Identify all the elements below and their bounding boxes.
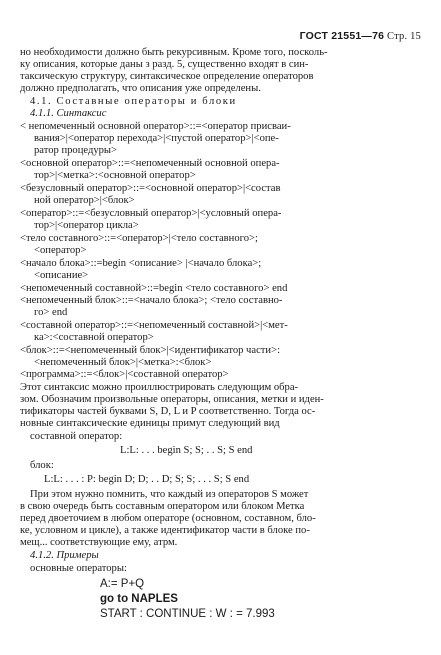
body-text-line: тификаторы частей буквами S, D, L и P соответственно. Тогда ос- <box>20 406 316 417</box>
syntax-rule-line: < непомеченный основной оператор>::=<оператор присваи- <box>20 121 291 132</box>
standard-number: ГОСТ 21551—76 <box>299 30 385 42</box>
syntax-rule-line: <непомеченный составной>::=begin <тело составного> end <box>20 283 288 294</box>
syntax-rule-line: <непомеченный блок>|<метка>:<блок> <box>34 357 212 368</box>
syntax-rule-line: <программа>::=<блок>|<составной оператор> <box>20 369 229 380</box>
body-text-line: основные операторы: <box>30 563 127 574</box>
syntax-rule-line: <безусловный оператор>::=<основной оператор>|<состав <box>20 183 281 194</box>
code-example-compound: L:L: . . . begin S; S; . . S; S end <box>120 445 253 456</box>
body-text-line: должно предполагать, что описания уже определены. <box>20 83 261 94</box>
syntax-rule-line: <начало блока>::=begin <описание> |<начало блока>; <box>20 258 262 269</box>
subsection-heading: 4.1.1. Синтаксис <box>30 108 107 119</box>
body-text-line: ку описания, которые даны з разд. 5, существенно входят в син- <box>20 59 309 70</box>
syntax-rule-line: <основной оператор>::=<непомеченный основной опера- <box>20 158 280 169</box>
syntax-rule-line: <описание> <box>34 270 89 281</box>
syntax-rule-line: ка>:<составной оператор> <box>34 332 154 343</box>
syntax-rule-line: тор>|<оператор цикла> <box>34 220 139 231</box>
syntax-rule-line: вания>|<оператор перехода>|<пустой оператор>|<опе- <box>34 133 279 144</box>
code-example-line: A:= P+Q <box>100 578 145 590</box>
syntax-rule-line: ной оператор>|<блок> <box>34 195 135 206</box>
body-text-line: новные синтаксические единицы примут следующий вид <box>20 418 280 429</box>
body-text-line: При этом нужно помнить, что каждый из операторов S может <box>30 489 309 500</box>
body-text-line: перед двоеточием в любом операторе (основном, составном, бло- <box>20 513 316 524</box>
syntax-rule-line: <блок>::=<непомеченный блок>|<идентификатор части>: <box>20 345 281 356</box>
syntax-rule-line: тор>|<метка>:<основной оператор> <box>34 170 196 181</box>
body-text-line: блок: <box>30 460 54 471</box>
body-text-line: зом. Обозначим произвольные операторы, описания, метки и иден- <box>20 394 324 405</box>
syntax-rule-line: <непомеченный блок>::=<начало блока>; <тело составно- <box>20 295 283 306</box>
syntax-rule-line: го> end <box>34 307 68 318</box>
body-text-line: но необходимости должно быть рекурсивным. Кроме того, посколь- <box>20 47 328 58</box>
syntax-rule-line: <составной оператор>::=<непомеченный составной>|<мет- <box>20 320 288 331</box>
body-text-line: ке, условном и цикле), а также идентификатор части в блоке по- <box>20 525 310 536</box>
body-text-line: мещ... соответствующие ему, атрм. <box>20 537 178 548</box>
syntax-rule-line: <тело составного>::=<оператор>|<тело составного>; <box>20 233 258 244</box>
body-text-line: составной оператор: <box>30 431 123 442</box>
section-heading: 4.1. Составные операторы и блоки <box>30 96 237 107</box>
code-example-block: L:L: . . . : P: begin D; D; . . D; S; S; . . . S; S end <box>44 474 250 485</box>
syntax-rule-line: ратор процедуры> <box>34 145 118 156</box>
syntax-rule-line: <оператор>::=<безусловный оператор>|<условный опера- <box>20 208 282 219</box>
syntax-rule-line: <оператор> <box>34 245 87 256</box>
body-text-line: Этот синтаксис можно проиллюстрировать следующим обра- <box>20 382 299 393</box>
body-text-line: в свою очередь быть составным оператором или блоком Метка <box>20 501 305 512</box>
code-example-line: go to NAPLES <box>100 593 178 605</box>
body-text-line: таксическую структуру, синтаксическое определение операторов <box>20 71 314 82</box>
page-number: Стр. 15 <box>387 31 421 42</box>
code-example-line: START : CONTINUE : W : = 7.993 <box>100 608 275 620</box>
page-header <box>300 30 421 42</box>
subsection-heading: 4.1.2. Примеры <box>30 550 99 561</box>
